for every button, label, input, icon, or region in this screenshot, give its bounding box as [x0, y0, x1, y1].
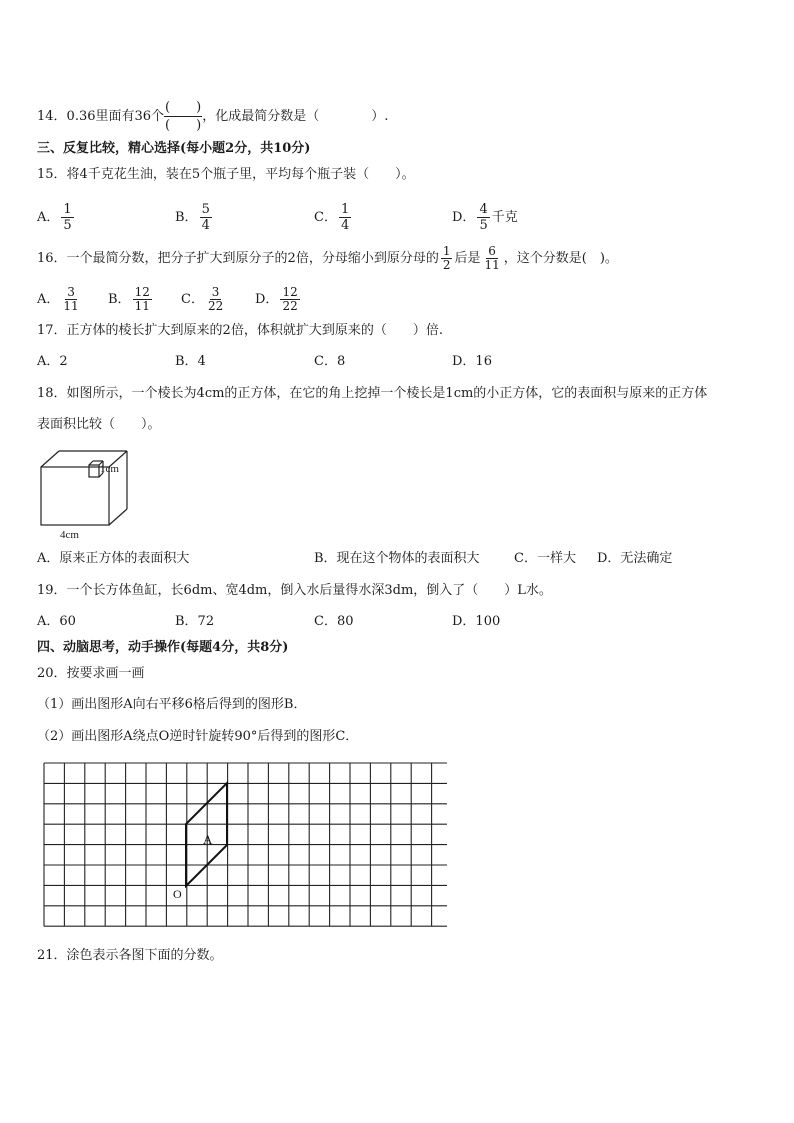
option-label: D．	[452, 210, 476, 225]
q15-option-a[interactable]	[37, 202, 76, 233]
q14-text-after: ，化成最简分数是（ ）.	[202, 109, 389, 124]
option-fraction: $\frac{12}{11}$	[134, 285, 150, 313]
question-18-line2: 表面积比较（ ）。	[37, 417, 161, 432]
option-fraction: $\frac{1}{5}$	[63, 202, 72, 233]
section-3-heading: 三、反复比较，精心选择(每小题2分，共10分)	[37, 141, 311, 156]
question-20-title: 20．按要求画一画	[37, 666, 145, 681]
q17-option-b[interactable]: B．4	[175, 354, 206, 369]
option-label: B．	[175, 210, 198, 225]
option-unit: 千克	[491, 210, 518, 225]
question-16-stem: 16．一个最简分数，把分子扩大到原分子的2倍，分母缩小到原分母的 $\frac{1}{2}$ 后是 $\frac{6}{11}$ ，这个分数是( )。	[37, 244, 618, 272]
q17-option-d[interactable]: D．16	[452, 354, 492, 369]
q18-option-a[interactable]: A．原来正方体的表面积大	[37, 551, 190, 566]
q18-option-c[interactable]: C．一样大	[514, 551, 576, 566]
q20-grid[interactable]	[43, 762, 447, 930]
option-label: A．	[37, 210, 60, 225]
shape-a-label: A	[203, 832, 213, 847]
q18-small-cube-label: 1cm	[100, 463, 119, 475]
option-fraction: $\frac{4}{5}$	[479, 202, 488, 233]
section-4-heading: 四、动脑思考，动手操作(每题4分，共8分)	[37, 640, 289, 655]
question-15-stem: 15．将4千克花生油，装在5个瓶子里，平均每个瓶子装（ ）。	[37, 167, 415, 182]
q18-cube-figure	[36, 449, 136, 541]
question-17-stem: 17．正方体的棱长扩大到原来的2倍，体积就扩大到原来的（ ）倍.	[37, 323, 443, 338]
question-20-part2: （2）画出图形A绕点O逆时针旋转90°后得到的图形C．	[37, 729, 359, 744]
option-fraction: $\frac{3}{11}$	[63, 285, 79, 313]
q18-option-d[interactable]: D．无法确定	[597, 551, 673, 566]
option-fraction: $\frac{3}{22}$	[207, 285, 224, 313]
q19-option-c[interactable]: C．80	[314, 614, 354, 629]
q19-option-a[interactable]: A．60	[37, 614, 76, 629]
q17-option-a[interactable]: A．2	[37, 354, 68, 369]
q19-option-b[interactable]: B．72	[175, 614, 215, 629]
q18-big-cube-label: 4cm	[60, 529, 79, 541]
q15-option-c[interactable]	[314, 202, 353, 233]
option-fraction: $\frac{5}{4}$	[201, 202, 210, 233]
q16-fraction-half: $\frac{1}{2}$	[442, 244, 451, 272]
q14-blank-denominator[interactable]: ( )	[165, 118, 202, 133]
q14-blank-fraction	[164, 99, 202, 134]
q14-text-before: 14．0.36里面有36个	[37, 109, 165, 124]
option-label: C．	[314, 210, 337, 225]
question-19-stem: 19．一个长方体鱼缸，长6dm、宽4dm，倒入水后量得水深3dm，倒入了（ ）L水。	[37, 583, 552, 598]
q14-blank-numerator[interactable]: ( )	[165, 100, 202, 115]
q16-fraction-result: $\frac{6}{11}$	[484, 244, 500, 272]
option-fraction: $\frac{12}{22}$	[282, 285, 298, 313]
q15-option-d[interactable]	[452, 202, 518, 233]
question-20-part1: （1）画出图形A向右平移6格后得到的图形B．	[37, 697, 307, 712]
option-fraction: $\frac{1}{4}$	[340, 202, 350, 233]
point-o-label: O	[173, 887, 182, 901]
question-14	[37, 99, 388, 134]
q19-option-d[interactable]: D．100	[452, 614, 501, 629]
q18-option-b[interactable]: B．现在这个物体的表面积大	[314, 551, 480, 566]
q17-option-c[interactable]: C．8	[314, 354, 346, 369]
question-18-line1: 18．如图所示，一个棱长为4cm的正方体，在它的角上挖掉一个棱长是1cm的小正方体，它的表面积与原来的正方体	[37, 386, 708, 401]
q16-option-b[interactable]: B． $\frac{12}{11}$	[108, 285, 150, 313]
q16-option-c[interactable]: C． $\frac{3}{22}$	[181, 285, 224, 313]
q16-option-d[interactable]: D． $\frac{12}{22}$	[255, 285, 298, 313]
q15-option-b[interactable]	[175, 202, 214, 233]
question-21: 21．涂色表示各图下面的分数。	[37, 948, 223, 963]
q16-option-a[interactable]: A． $\frac{3}{11}$	[37, 285, 79, 313]
